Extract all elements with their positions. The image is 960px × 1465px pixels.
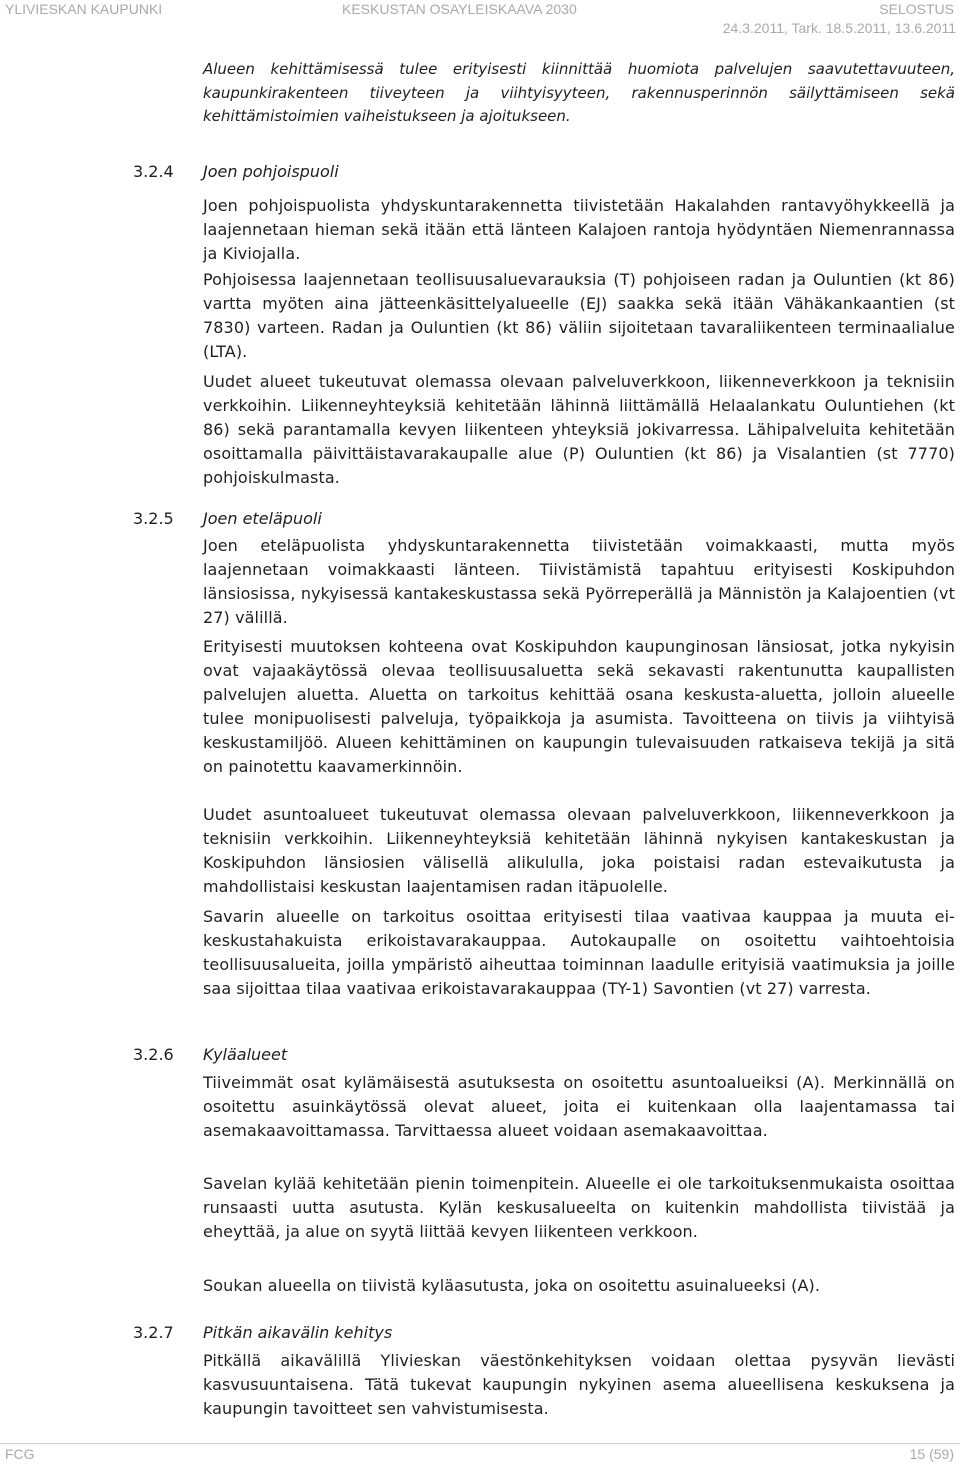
header-document-type: SELOSTUS [879, 1, 954, 17]
section-title: Pitkän aikavälin kehitys [203, 1323, 393, 1342]
section-title: Kyläalueet [203, 1045, 288, 1064]
footer-company: FCG [5, 1446, 35, 1462]
section-number: 3.2.6 [133, 1045, 174, 1064]
section-heading-3-2-7 [133, 1321, 392, 1345]
paragraph: Uudet asuntoalueet tukeutuvat olemassa olevaan palveluverkkoon, liikenneverkkoon ja teknisiin verkkoihin. Liikenneyhteyksiä kehitetään lähinnä nykyisen kantakeskustan ja Koskipuhdon länsiosien välisellä alikululla, joka poistaisi radan estevaikutusta ja mahdollistaisi keskustan laajentamisen radan itäpuolelle. [203, 805, 955, 896]
paragraph: Savelan kylää kehitetään pienin toimenpitein. Alueelle ei ole tarkoituksenmukaista osoittaa runsaasti uutta asutusta. Kylän keskusalueelta on kuitenkin mahdollista tiivistää ja eheyttää, ja alue on syytä liittää kevyen liikenteen verkkoon. [203, 1174, 955, 1241]
section-heading-3-2-6 [133, 1043, 287, 1067]
paragraph: Pitkällä aikavälillä Ylivieskan väestönkehityksen voidaan olettaa pysyvän lievästi kasvusuuntaisena. Tätä tukevat kaupungin nykyinen asema alueellisena keskuksena ja kaupungin tavoitteet sen vahvistumisesta. [203, 1351, 955, 1418]
section-number: 3.2.7 [133, 1323, 174, 1342]
header-document-title: KESKUSTAN OSAYLEISKAAVA 2030 [342, 1, 577, 17]
paragraph: Joen pohjoispuolista yhdyskuntarakennetta tiivistetään Hakalahden rantavyöhykkeellä ja laajennetaan hieman sekä itään että länteen Kalajoen rantoja hyödyntäen Niemenrannassa ja Kiviojalla. [203, 196, 955, 263]
paragraph: Tiiveimmät osat kylämäisestä asutuksesta on osoitettu asuntoalueiksi (A). Merkinnällä on osoitettu asuinkäytössä olevat alueet, joita ei kuitenkaan olla laajentamassa tai asemakaavoittamassa. Tarvittaessa alueet voidaan asemakaavoittaa. [203, 1073, 955, 1140]
section-number: 3.2.4 [133, 162, 174, 181]
page-number: 15 (59) [909, 1446, 954, 1462]
page-header [0, 0, 960, 40]
section-number: 3.2.5 [133, 509, 174, 528]
paragraph: Pohjoisessa laajennetaan teollisuusaluevarauksia (T) pohjoiseen radan ja Ouluntien (kt 86) vartta myöten aina jätteenkäsittelyalueelle (EJ) saakka sekä itään Vähäkankaantien (st 7830) varteen. Radan ja Ouluntien (kt 86) väliin sijoitetaan tavaraliikenteen terminaalialue (LTA). [203, 270, 955, 361]
header-organization: YLIVIESKAN KAUPUNKI [5, 1, 163, 17]
footer-divider [0, 1443, 960, 1444]
section-heading-3-2-5 [133, 507, 322, 531]
section-heading-3-2-4 [133, 160, 339, 184]
paragraph: Erityisesti muutoksen kohteena ovat Koskipuhdon kaupunginosan länsiosat, jotka nykyisin ovat vajaakäytössä olevaa teollisuusaluetta sekä sekavasti rakentunutta kaupallisten palvelujen aluetta. Aluetta on tarkoitus kehittää osana keskusta-aluetta, jolloin alueelle tulee monipuolisesti palveluja, työpaikkoja ja asumista. Tavoitteena on tiivis ja viihtyisä keskustamiljöö. Alueen kehittäminen on kaupungin tulevaisuuden ratkaiseva tekijä ja sitä on painotettu kaavamerkinnöin. [203, 637, 955, 776]
paragraph: Joen eteläpuolista yhdyskuntarakennetta tiivistetään voimakkaasti, mutta myös laajennetaan voimakkaasti länteen. Tiivistämistä tapahtuu erityisesti Koskipuhdon länsiosissa, nykyisessä kantakeskustassa sekä Pyörreperällä ja Männistön ja Kalajoentien (vt 27) välillä. [203, 536, 955, 627]
intro-paragraph: Alueen kehittämisessä tulee erityisesti kiinnittää huomiota palvelujen saavutettavuuteen, kaupunkirakenteen tiiveyteen ja viihtyisyyteen, rakennusperinnön säilyttämiseen sekä kehittämistoimien vaiheistukseen ja ajoitukseen. [203, 60, 955, 125]
header-dates: 24.3.2011, Tark. 18.5.2011, 13.6.2011 [722, 20, 956, 36]
paragraph: Uudet alueet tukeutuvat olemassa olevaan palveluverkkoon, liikenneverkkoon ja teknisiin verkkoihin. Liikenneyhteyksiä kehitetään lähinnä liittämällä Helaalankatu Ouluntiehen (kt 86) sekä parantamalla kevyen liikenteen yhteyksiä jokivarressa. Lähipalveluita kehitetään osoittamalla päivittäistavarakaupalle alue (P) Ouluntien (kt 86) ja Visalantien (st 7770) pohjoiskulmasta. [203, 372, 955, 487]
paragraph: Savarin alueelle on tarkoitus osoittaa erityisesti tilaa vaativaa kauppaa ja muuta ei-keskustahakuista erikoistavarakauppaa. Autokaupalle on osoitettu vaihtoehtoisia teollisuusalueita, joilla ympäristö aiheuttaa toiminnan laadulle erityisiä vaatimuksia ja joille saa sijoittaa tilaa vaativaa erikoistavarakauppaa (TY-1) Savontien (vt 27) varresta. [203, 907, 955, 998]
section-title: Joen eteläpuoli [203, 509, 322, 528]
section-title: Joen pohjoispuoli [203, 162, 339, 181]
page-footer [0, 1443, 960, 1465]
paragraph: Soukan alueella on tiivistä kyläasutusta, joka on osoitettu asuinalueeksi (A). [203, 1276, 821, 1295]
